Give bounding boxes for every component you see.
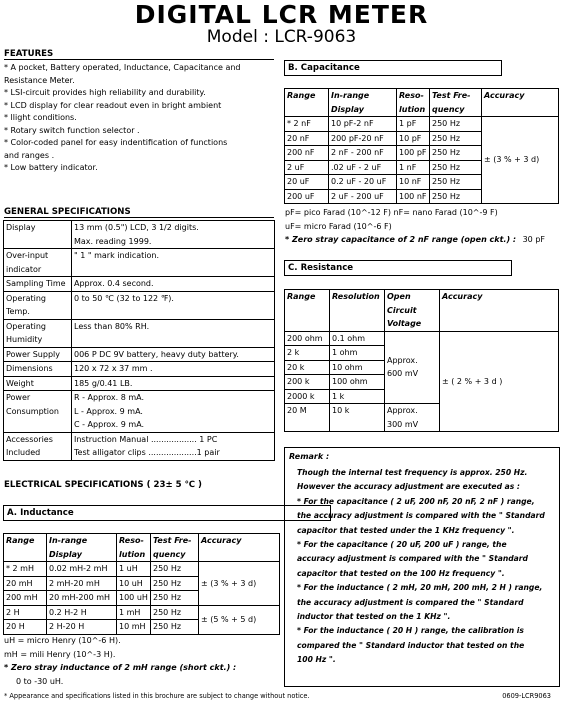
table-cell — [285, 304, 330, 318]
spec-value: " 1 " mark indication. — [72, 249, 275, 263]
table-row — [4, 376, 275, 391]
table-cell: 200 mH — [4, 591, 47, 606]
col-display: Display — [329, 103, 397, 117]
table-cell — [482, 103, 559, 117]
table-cell: 2 H-20 H — [47, 620, 117, 635]
remark-line: capacitor that tested under the 1 KHz frequency ". — [297, 525, 515, 535]
spec-name: Display — [4, 221, 72, 235]
table-row — [4, 263, 275, 277]
remark-line: 100 Hz ". — [297, 655, 336, 665]
table-cell: 1 pF — [397, 117, 430, 132]
spec-name: Operating — [4, 291, 72, 305]
accuracy-cell: ± (5 % + 5 d) — [199, 605, 280, 634]
spec-value: Max. reading 1999. — [72, 235, 275, 249]
col-display: Display — [47, 548, 117, 562]
spec-name: Humidity — [4, 333, 72, 347]
table-cell: 200 ohm — [285, 331, 330, 346]
table-cell — [72, 263, 275, 277]
table-cell — [72, 333, 275, 347]
resistance-table — [284, 289, 559, 432]
table-cell: * 2 mH — [4, 562, 47, 577]
unit-note: pF= pico Farad (10^-12 F) nF= nano Farad (10^-9 F) — [285, 208, 498, 217]
spec-value: 13 mm (0.5") LCD, 3 1/2 digits. — [72, 221, 275, 235]
table-cell: 10 pF — [397, 131, 430, 146]
feature-item: * Rotary switch function selector . — [4, 125, 140, 135]
table-cell: 20 mH-200 mH — [47, 591, 117, 606]
table-cell: 2 nF - 200 nF — [329, 146, 397, 161]
feature-item: * Color-coded panel for easy indentification of functions — [4, 138, 228, 147]
spec-value: 006 P DC 9V battery, heavy duty battery. — [72, 347, 275, 362]
table-cell: 100 ohm — [330, 375, 385, 390]
table-cell: 0.2 uF - 20 uF — [329, 175, 397, 190]
col-range: Range — [285, 89, 329, 103]
table-cell: 200 pF-20 nF — [329, 131, 397, 146]
table-cell: 0.2 H-2 H — [47, 605, 117, 620]
table-cell: 250 Hz — [151, 591, 199, 606]
spec-value: Less than 80% RH. — [72, 319, 275, 333]
col-resolution: Resolution — [330, 290, 385, 304]
remark-box — [284, 447, 560, 687]
table-cell — [285, 317, 330, 331]
unit-note: mH = mili Henry (10^-3 H). — [4, 649, 116, 659]
voltage-cell: Approx. 300 mV — [385, 404, 440, 432]
table-cell: 250 Hz — [151, 605, 199, 620]
voltage-cell: Approx. 600 mV — [385, 331, 440, 404]
table-cell: 200 k — [285, 375, 330, 390]
stray-note: * Zero stray inductance of 2 mH range (short ckt.) : — [4, 663, 237, 672]
remark-line: However the accuracy adjustment are executed as : — [297, 482, 520, 492]
capacitance-table — [284, 88, 559, 204]
general-heading: GENERAL SPECIFICATIONS — [4, 207, 274, 218]
table-cell: 100 nF — [397, 189, 430, 204]
remark-line: the accuracy adjustment is compared with the " Standard — [297, 511, 545, 521]
table-cell: 250 Hz — [430, 131, 482, 146]
table-cell: 10 mH — [117, 620, 151, 635]
footer-note: * Appearance and specifications listed in this brochure are subject to change without notice. — [4, 692, 310, 700]
table-row — [4, 391, 275, 405]
table-cell: 2 uF — [285, 160, 329, 175]
table-cell: 1 ohm — [330, 346, 385, 361]
remark-line: * For the inductance ( 2 mH, 20 mH, 200 mH, 2 H ) range, — [297, 583, 543, 593]
table-header-row — [285, 290, 559, 304]
spec-name: Operating — [4, 319, 72, 333]
spec-value: Test alligator clips ...................1 pair — [72, 446, 275, 460]
col-resolution: lution — [397, 103, 430, 117]
spec-value: R - Approx. 8 mA. — [72, 391, 275, 405]
col-resolution: Reso- — [117, 534, 151, 548]
table-cell — [199, 548, 280, 562]
table-cell: 250 Hz — [430, 189, 482, 204]
table-cell: 0.02 mH-2 mH — [47, 562, 117, 577]
table-row — [4, 291, 275, 305]
remark-line: capacitor that tested on the 100 Hz frequency ". — [297, 568, 505, 578]
col-resolution: Reso- — [397, 89, 430, 103]
table-cell: 250 Hz — [430, 146, 482, 161]
spec-name: Sampling Time — [4, 277, 72, 292]
table-row — [285, 331, 559, 346]
table-header-row — [285, 89, 559, 103]
spec-name: Temp. — [4, 305, 72, 319]
col-resolution: lution — [117, 548, 151, 562]
table-row — [4, 235, 275, 249]
table-row — [4, 418, 275, 432]
stray-value: 30 pF — [522, 235, 545, 244]
remark-line: the accuracy adjustment is compared the " Standard — [297, 597, 524, 607]
spec-name: Weight — [4, 376, 72, 391]
remark-line: accuracy adjustment is compared with the " Standard — [297, 554, 528, 564]
table-cell — [4, 418, 72, 432]
table-cell: 250 Hz — [151, 620, 199, 635]
table-cell: 20 H — [4, 620, 47, 635]
feature-item: and ranges . — [4, 150, 55, 160]
table-header-row — [285, 103, 559, 117]
table-cell: 250 Hz — [430, 160, 482, 175]
remark-body — [285, 466, 559, 668]
feature-item: * llight conditions. — [4, 113, 77, 122]
spec-name: indicator — [4, 263, 72, 277]
capacitance-heading: B. Capacitance — [284, 60, 502, 76]
spec-name: Accessories — [4, 432, 72, 446]
table-cell: 10 ohm — [330, 360, 385, 375]
accuracy-cell: ± ( 2 % + 3 d ) — [440, 331, 559, 432]
table-cell: 2 H — [4, 605, 47, 620]
spec-name: Power Supply — [4, 347, 72, 362]
remark-line: * For the capacitance ( 20 uF, 200 uF ) range, the — [297, 540, 507, 550]
table-cell: 10 k — [330, 404, 385, 432]
table-cell: 1 nF — [397, 160, 430, 175]
table-cell — [440, 304, 559, 318]
col-display: In-range — [329, 89, 397, 103]
col-range: Range — [4, 534, 47, 548]
table-cell: 250 Hz — [151, 562, 199, 577]
capacitance-notes — [285, 206, 557, 247]
table-header-row — [4, 534, 280, 548]
remark-line: inductor that tested on the 1 KHz ". — [297, 612, 451, 622]
footer-code: 0609-LCR9063 — [502, 692, 551, 700]
table-cell — [330, 317, 385, 331]
table-cell: 250 Hz — [151, 576, 199, 591]
remark-heading: Remark : — [289, 452, 330, 461]
table-row — [4, 249, 275, 263]
table-row — [4, 605, 280, 620]
table-cell: 10 uH — [117, 576, 151, 591]
col-display: In-range — [47, 534, 117, 548]
col-frequency: Test Fre- — [430, 89, 482, 103]
table-cell: 1 k — [330, 389, 385, 404]
inductance-heading: A. Inductance — [3, 505, 331, 521]
table-row — [4, 333, 275, 347]
table-cell — [4, 235, 72, 249]
col-frequency: quency — [151, 548, 199, 562]
table-row — [4, 305, 275, 319]
inductance-table — [3, 533, 280, 635]
table-cell: 20 mH — [4, 576, 47, 591]
table-header-row — [4, 548, 280, 562]
col-voltage: Voltage — [385, 317, 440, 331]
table-cell: 100 pF — [397, 146, 430, 161]
table-row — [285, 117, 559, 132]
model-subtitle: Model : LCR-9063 — [206, 27, 357, 47]
remark-line: Though the internal test frequency is approx. 250 Hz. — [297, 468, 528, 477]
table-cell — [440, 317, 559, 331]
page-title: DIGITAL LCR METER — [134, 0, 429, 29]
table-cell: 1 uH — [117, 562, 151, 577]
electrical-heading: ELECTRICAL SPECIFICATIONS ( 23± 5 ℃ ) — [4, 480, 202, 490]
spec-value: 185 g/0.41 LB. — [72, 376, 275, 391]
table-cell — [285, 103, 329, 117]
table-cell: 250 Hz — [430, 175, 482, 190]
table-cell: 2000 k — [285, 389, 330, 404]
remark-line: compared the " Standard inductor that tested on the — [297, 640, 525, 650]
col-accuracy: Accuracy — [440, 290, 559, 304]
table-cell: 100 uH — [117, 591, 151, 606]
spec-name: Dimensions — [4, 362, 72, 377]
table-cell: 1 mH — [117, 605, 151, 620]
feature-item: Resistance Meter. — [4, 75, 75, 85]
spec-name: Power — [4, 391, 72, 405]
table-cell: 250 Hz — [430, 117, 482, 132]
table-cell: 10 nF — [397, 175, 430, 190]
stray-value: 0 to -30 uH. — [16, 676, 64, 686]
table-row — [4, 277, 275, 292]
table-row — [4, 319, 275, 333]
col-voltage: Circuit — [385, 304, 440, 318]
table-cell — [72, 305, 275, 319]
col-frequency: Test Fre- — [151, 534, 199, 548]
spec-value: Approx. 0.4 second. — [72, 277, 275, 292]
unit-note: uH = micro Henry (10^-6 H). — [4, 636, 121, 645]
remark-line: * For the inductance ( 20 H ) range, the calibration is — [297, 626, 524, 636]
table-row — [4, 347, 275, 362]
feature-item: * LCD display for clear readout even in bright ambient — [4, 100, 222, 110]
table-header-row — [285, 317, 559, 331]
table-cell: 2 k — [285, 346, 330, 361]
spec-value: 120 x 72 x 37 mm . — [72, 362, 275, 377]
accuracy-cell: ± (3 % + 3 d) — [199, 562, 280, 606]
table-row — [4, 405, 275, 419]
inductance-notes — [4, 634, 280, 688]
table-cell: * 2 nF — [285, 117, 329, 132]
table-cell: 20 M — [285, 404, 330, 432]
feature-item: * Low battery indicator. — [4, 163, 98, 172]
col-range: Range — [285, 290, 330, 304]
col-voltage: Open — [385, 290, 440, 304]
unit-note: uF= micro Farad (10^-6 F) — [285, 221, 392, 231]
table-cell — [4, 548, 47, 562]
table-cell: 200 uF — [285, 189, 329, 204]
spec-name: Over-input — [4, 249, 72, 263]
table-header-row — [285, 304, 559, 318]
general-spec-table — [3, 220, 275, 461]
table-cell — [330, 304, 385, 318]
table-row — [4, 562, 280, 577]
resistance-heading: C. Resistance — [284, 260, 512, 276]
col-frequency: quency — [430, 103, 482, 117]
stray-note: * Zero stray capacitance of 2 nF range (open ckt.) : — [285, 235, 517, 244]
remark-line: * For the capacitance ( 2 uF, 200 nF, 20 nF, 2 nF ) range, — [297, 496, 535, 506]
table-cell: 20 uF — [285, 175, 329, 190]
table-cell: 2 uF - 200 uF — [329, 189, 397, 204]
table-row — [4, 432, 275, 446]
spec-name: Included — [4, 446, 72, 460]
table-cell: 200 nF — [285, 146, 329, 161]
col-accuracy: Accuracy — [199, 534, 280, 548]
col-accuracy: Accuracy — [482, 89, 559, 103]
features-list — [4, 62, 279, 175]
accuracy-cell: ± (3 % + 3 d) — [482, 117, 559, 204]
table-cell: .02 uF - 2 uF — [329, 160, 397, 175]
spec-value: L - Approx. 9 mA. — [72, 405, 275, 419]
features-heading: FEATURES — [4, 49, 274, 60]
table-cell: 20 nF — [285, 131, 329, 146]
table-cell: 20 k — [285, 360, 330, 375]
spec-name: Consumption — [4, 405, 72, 419]
spec-value: 0 to 50 ℃ (32 to 122 ℉). — [72, 291, 275, 305]
spec-value: Instruction Manual .................. 1 PC — [72, 432, 275, 446]
table-cell: 0.1 ohm — [330, 331, 385, 346]
feature-item: * A pocket, Battery operated, Inductance, Capacitance and — [4, 63, 241, 72]
table-row — [4, 221, 275, 235]
feature-item: * LSI-circuit provides high reliability and durability. — [4, 88, 206, 97]
table-row — [4, 362, 275, 377]
table-row — [4, 446, 275, 460]
table-cell: 10 pF-2 nF — [329, 117, 397, 132]
table-cell: 2 mH-20 mH — [47, 576, 117, 591]
spec-value: C - Approx. 9 mA. — [72, 418, 275, 432]
